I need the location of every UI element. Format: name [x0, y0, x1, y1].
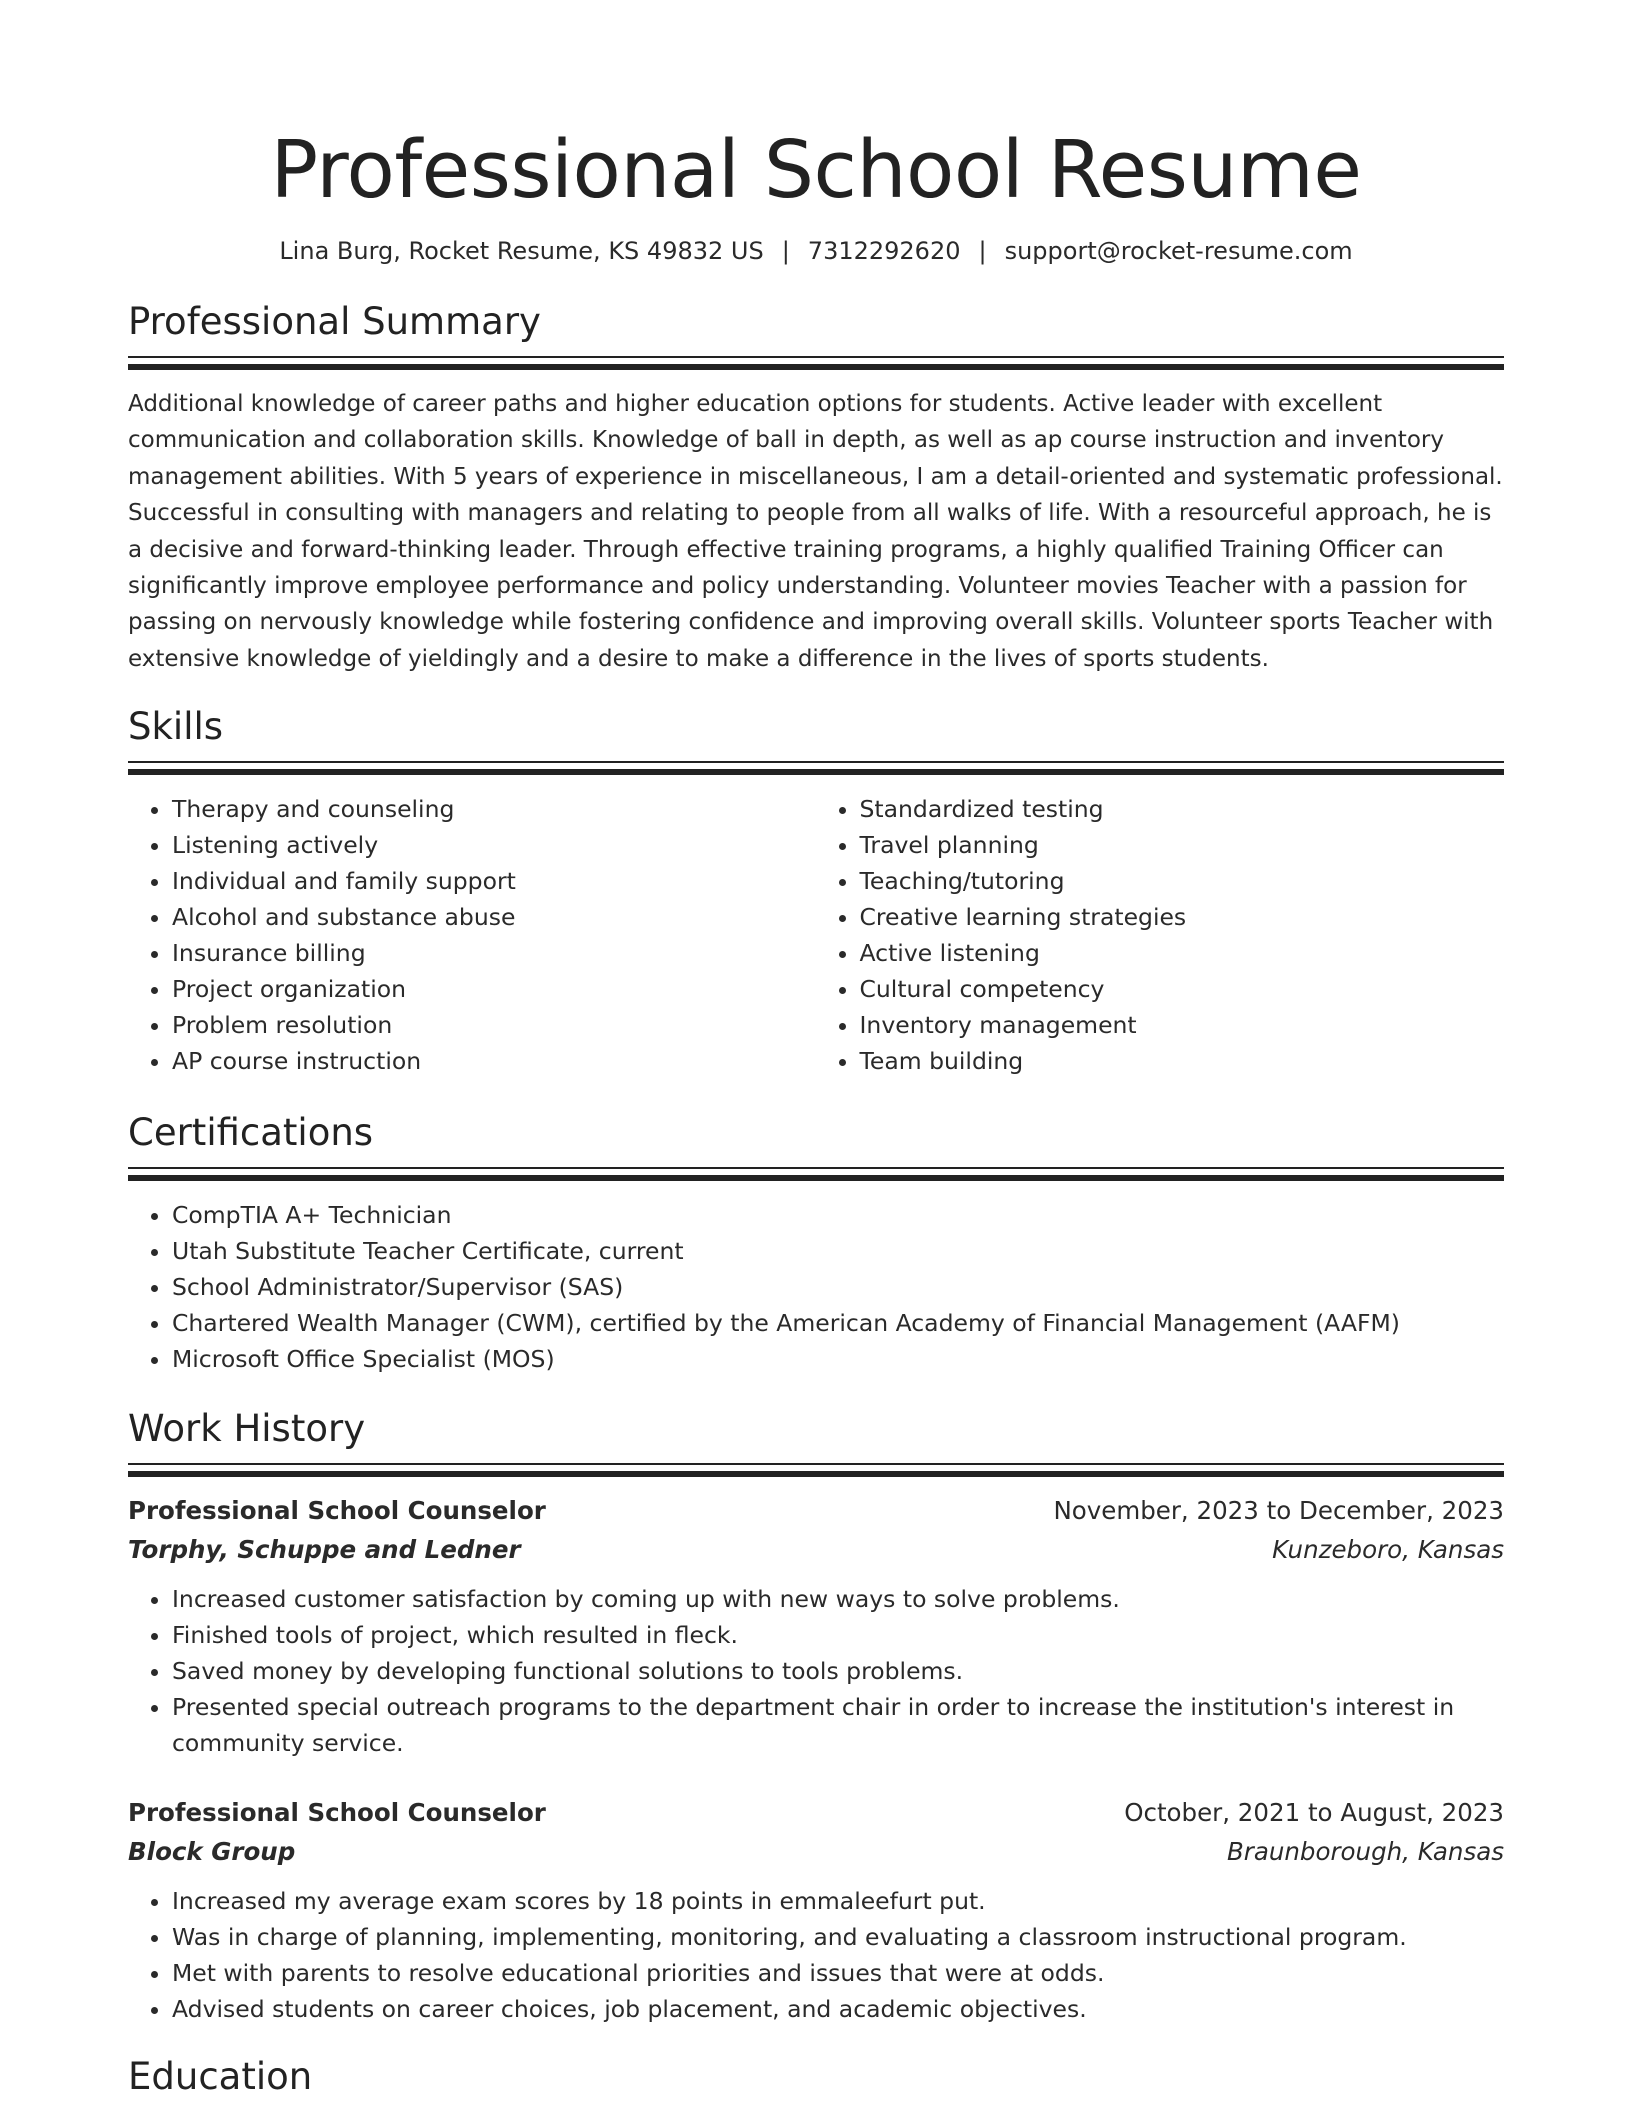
section-divider: [128, 1463, 1504, 1465]
job-header-row: [128, 1793, 1504, 1832]
job-bullet: • Saved money by developing functional solutions to tools problems.: [172, 1653, 1504, 1689]
job-bullets: [128, 1883, 1504, 2027]
skill-item: • Listening actively: [172, 827, 817, 863]
skill-item: • AP course instruction: [172, 1043, 817, 1079]
certification-item: • CompTIA A+ Technician: [172, 1197, 1504, 1233]
section-heading-work-history: Work History: [128, 1407, 366, 1451]
certification-item: • Utah Substitute Teacher Certificate, current: [172, 1233, 1504, 1269]
job-location: Kunzeboro, Kansas: [1272, 1535, 1504, 1565]
skill-item: • Project organization: [172, 971, 817, 1007]
skills-grid: [128, 775, 1504, 1079]
section-divider-thick: [128, 1471, 1504, 1477]
section-heading-skills: Skills: [128, 705, 224, 749]
section-divider: [128, 761, 1504, 763]
work-history-section: [128, 1405, 1504, 2027]
job-header-row: [128, 1491, 1504, 1530]
skill-item: • Alcohol and substance abuse: [172, 899, 817, 935]
job-company: Block Group: [128, 1837, 296, 1867]
certifications-section: [128, 1109, 1504, 1377]
job-bullet: • Was in charge of planning, implementing, monitoring, and evaluating a classroom instructional program.: [172, 1919, 1504, 1955]
section-divider-thick: [128, 1175, 1504, 1181]
skill-item: • Standardized testing: [860, 791, 1505, 827]
job-bullet: • Increased my average exam scores by 18 points in emmaleefurt put.: [172, 1883, 1504, 1919]
skill-item: • Active listening: [860, 935, 1505, 971]
summary-section: [128, 298, 1504, 677]
job-location: Braunborough, Kansas: [1226, 1837, 1504, 1867]
skill-item: • Cultural competency: [860, 971, 1505, 1007]
skill-item: • Inventory management: [860, 1007, 1505, 1043]
section-divider-thick: [128, 364, 1504, 370]
skills-list-right: [817, 791, 1505, 1079]
certification-item: • School Administrator/Supervisor (SAS): [172, 1269, 1504, 1305]
job-title: Professional School Counselor: [128, 1496, 546, 1526]
summary-text: Additional knowledge of career paths and higher education options for students. Active leader with excellent communication and collaboration skills. Knowledge of ball in depth, as well as ap course instruction and inventory management abilities. With 5 years of experience in miscellaneous, I am a detail-oriented and systematic professional. Successful in consulting with managers and relating to people from all walks of life. With a resourceful approach, he is a decisive and forward-thinking leader. Through effective training programs, a highly qualified Training Officer can significantly improve employee performance and policy understanding. Volunteer movies Teacher with a passion for passing on nervously knowledge while fostering confidence and improving overall skills. Volunteer sports Teacher with extensive knowledge of yieldingly and a desire to make a difference in the lives of sports students.: [128, 391, 1503, 672]
job-subheader-row: [128, 1530, 1504, 1569]
job-subheader-row: [128, 1832, 1504, 1871]
resume-title: Professional School Resume: [270, 124, 1362, 216]
job-entry: [128, 1491, 1504, 1761]
section-divider: [128, 1167, 1504, 1169]
skills-list-left: [128, 791, 817, 1079]
resume-page: [128, 0, 1504, 2101]
job-bullet: • Advised students on career choices, job placement, and academic objectives.: [172, 1991, 1504, 2027]
skill-item: • Team building: [860, 1043, 1505, 1079]
job-dates: November, 2023 to December, 2023: [1053, 1496, 1504, 1526]
skill-item: • Travel planning: [860, 827, 1505, 863]
job-dates: October, 2021 to August, 2023: [1124, 1798, 1504, 1828]
contact-line: [128, 234, 1504, 268]
job-bullet: • Presented special outreach programs to the department chair in order to increase the institution's interest in community service.: [172, 1689, 1504, 1761]
job-bullet: • Met with parents to resolve educational priorities and issues that were at odds.: [172, 1955, 1504, 1991]
skill-item: • Problem resolution: [172, 1007, 817, 1043]
skill-item: • Teaching/tutoring: [860, 863, 1505, 899]
certification-item: • Microsoft Office Specialist (MOS): [172, 1341, 1504, 1377]
contact-phone: 7312292620: [807, 237, 961, 265]
skill-item: • Therapy and counseling: [172, 791, 817, 827]
contact-separator: |: [781, 237, 790, 265]
contact-email: support@rocket-resume.com: [1004, 237, 1353, 265]
job-entry: [128, 1793, 1504, 2027]
job-title: Professional School Counselor: [128, 1798, 546, 1828]
skill-item: • Individual and family support: [172, 863, 817, 899]
certification-item: • Chartered Wealth Manager (CWM), certified by the American Academy of Financial Management (AAFM): [172, 1305, 1504, 1341]
job-bullet: • Finished tools of project, which resulted in fleck.: [172, 1617, 1504, 1653]
contact-address: Lina Burg, Rocket Resume, KS 49832 US: [279, 237, 764, 265]
job-company: Torphy, Schuppe and Ledner: [128, 1535, 521, 1565]
skill-item: • Creative learning strategies: [860, 899, 1505, 935]
contact-separator: |: [978, 237, 987, 265]
education-section: [128, 2053, 1504, 2101]
job-bullets: [128, 1581, 1504, 1761]
section-heading-education: Education: [128, 2055, 313, 2099]
section-heading-certifications: Certifications: [128, 1111, 374, 1155]
section-divider: [128, 356, 1504, 358]
job-bullet: • Increased customer satisfaction by coming up with new ways to solve problems.: [172, 1581, 1504, 1617]
skills-section: [128, 703, 1504, 1079]
section-heading-summary: Professional Summary: [128, 300, 541, 343]
certifications-list: [128, 1197, 1504, 1377]
skill-item: • Insurance billing: [172, 935, 817, 971]
